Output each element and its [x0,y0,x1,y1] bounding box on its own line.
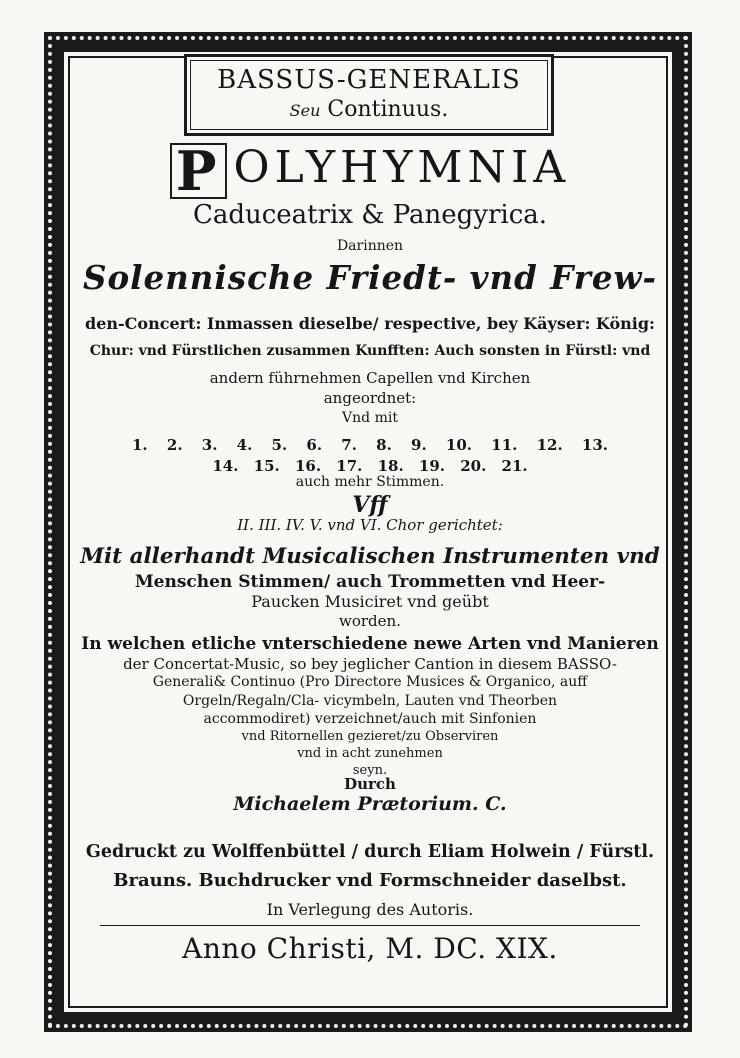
text-para-8: seyn. [352,763,388,778]
text-big-line: Solennische Friedt- vnd Frew- [83,258,657,297]
text-line-2: Chur: vnd Fürstlichen zusammen Kunfften: Auch sonsten in Fürstl: vnd [89,343,651,359]
divider-rule [100,925,640,926]
text-para-5: accommodiret) verzeichnet/auch mit Sinfonien [203,711,537,727]
text-numbers-1: 1. 2. 3. 4. 5. 6. 7. 8. 9. 10. 11. 12. 13. [132,436,608,454]
text-darinnen: Darinnen [336,238,404,254]
title-rest: OLYHYMNIA [233,142,571,193]
text-line-4: angeordnet: [323,389,417,407]
text-line-1: den-Concert: Inmassen dieselbe/ respective, bey Käyser: König: [85,314,655,333]
text-mit-2: Menschen Stimmen/ auch Trommetten vnd Heer- [134,572,606,592]
text-para-6: vnd Ritornellen gezieret/zu Observiren [241,729,499,744]
text-para-2: der Concertat-Music, so bey jeglicher Cantion in diesem BASSO- [123,655,617,673]
imprint-line-2: Brauns. Buchdrucker vnd Formschneider daselbst. [113,870,627,891]
text-para-7: vnd in acht zunehmen [297,746,443,761]
text-und-mit: Vnd mit [342,410,398,426]
cartouche-line2 [187,97,551,122]
text-numbers-2: 14. 15. 16. 17. 18. 19. 20. 21. [212,457,528,475]
imprint-line-1: Gedruckt zu Wolffenbüttel / durch Eliam Holwein / Fürstl. [85,842,655,862]
cartouche-seu: Seu [289,101,321,120]
text-para-1: In welchen etliche vnterschiedene newe Arten vnd Manieren [81,634,659,654]
title-cartouche [184,54,554,136]
text-mit-1: Mit allerhandt Musicalischen Instrumenten vnd [80,544,660,569]
subtitle: Caduceatrix & Panegyrica. [192,200,548,230]
decorated-initial: P [170,143,228,199]
text-mit-3: Paucken Musiciret vnd geübt [251,592,489,611]
publication-date: Anno Christi, M. DC. XIX. [182,932,558,965]
text-para-3: Generali& Continuo (Pro Directore Musices & Organico, auff [152,674,588,690]
text-vff: Vff [352,492,388,518]
text-auch: auch mehr Stimmen. [295,474,445,490]
cartouche-continuus: Continuus. [327,97,449,122]
imprint-line-3: In Verlegung des Autoris. [266,900,474,919]
text-para-4: Orgeln/Regaln/Cla- vicymbeln, Lauten vnd Theorben [182,693,558,709]
author-name: Michaelem Prætorium. C. [233,793,507,815]
text-mit-4: worden. [339,612,401,630]
text-line-3: andern führnehmen Capellen vnd Kirchen [209,369,531,387]
page-title [80,138,660,203]
cartouche-line1: BASSUS-GENERALIS [217,65,521,95]
text-chor: II. III. IV. V. vnd VI. Chor gerichtet: [237,516,503,534]
text-durch: Durch [344,775,396,793]
